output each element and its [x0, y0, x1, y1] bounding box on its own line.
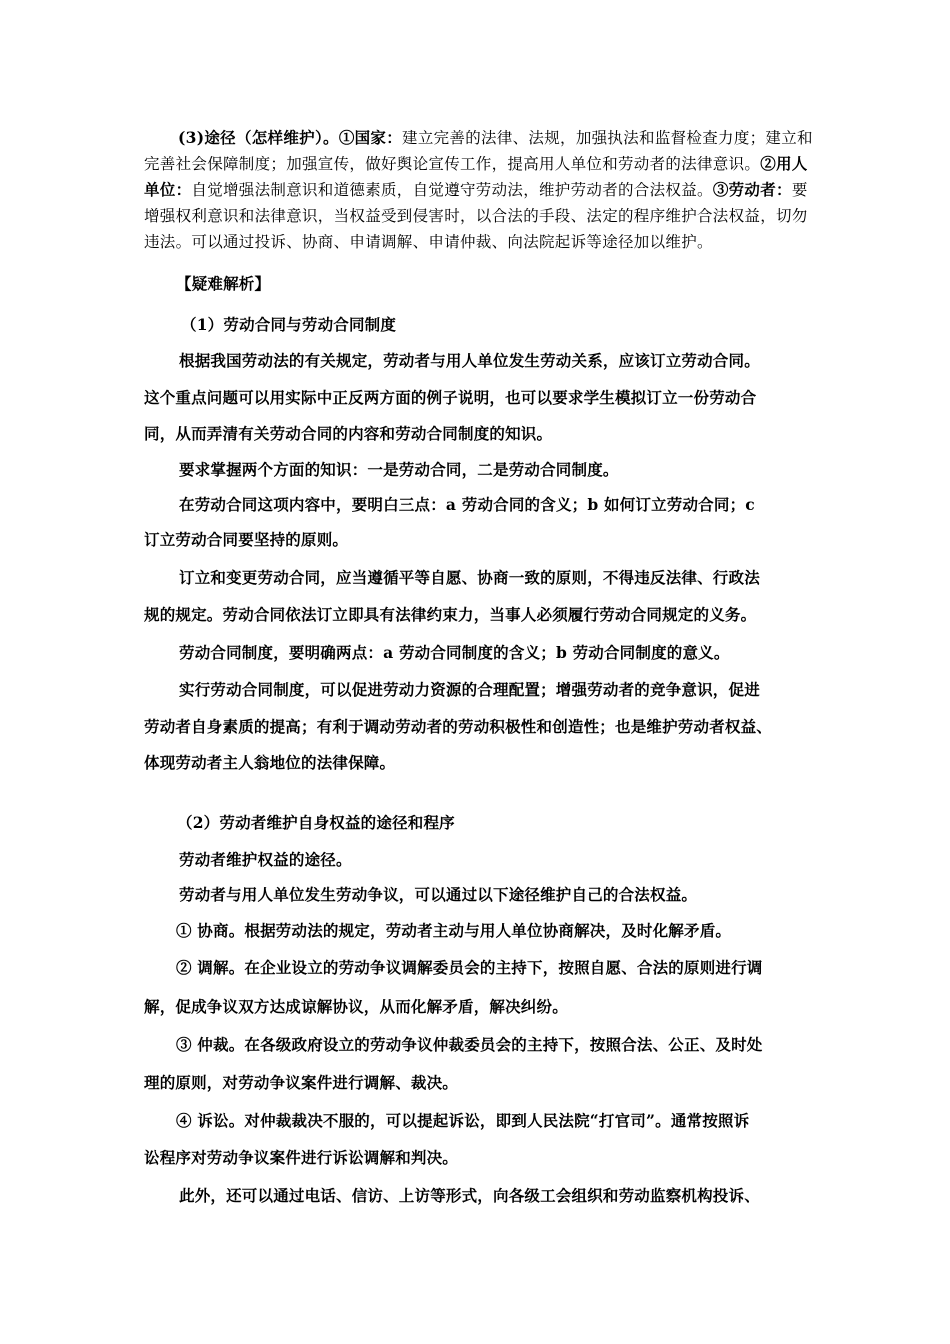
employer-label: ②用人单位： [144, 154, 808, 199]
state-text: 建立完善的法律、法规，加强执法和监督检查力度；建立和完善社会保障制度；加强宣传，做好舆论宣传工作，提高用人单位和劳动者的法律意识。 [144, 129, 813, 173]
worker-label: ③劳动者： [712, 180, 792, 199]
paragraph-line: 此外，还可以通过电话、信访、上访等形式，向各级工会组织和劳动监察机构投诉、 [179, 1186, 760, 1205]
paragraph-line: 同，从而弄清有关劳动合同的内容和劳动合同制度的知识。 [144, 424, 553, 443]
paragraph-line: 订立劳动合同要坚持的原则。 [144, 530, 349, 549]
section-3-paragraph [144, 125, 816, 255]
paragraph-line: 讼程序对劳动争议案件进行诉讼调解和判决。 [144, 1148, 459, 1167]
list-item-mediation: ② 调解。在企业设立的劳动争议调解委员会的主持下，按照自愿、合法的原则进行调 [176, 958, 763, 977]
list-item-negotiation: ① 协商。根据劳动法的规定，劳动者主动与用人单位协商解决，及时化解矛盾。 [176, 921, 732, 940]
paragraph-line: 订立和变更劳动合同，应当遵循平等自愿、协商一致的原则，不得违反法律、行政法 [179, 568, 760, 587]
paragraph-line: 规的规定。劳动合同依法订立即具有法律约束力，当事人必须履行劳动合同规定的义务。 [144, 605, 757, 624]
worker-text: 要增强权利意识和法律意识，当权益受到侵害时，以合法的手段、法定的程序维护合法权益，切勿违法。可以通过投诉、协商、申请调解、申请仲裁、向法院起诉等途径加以维护。 [144, 181, 808, 251]
paragraph-line: 劳动者维护权益的途径。 [179, 850, 352, 869]
paragraph-line: 在劳动合同这项内容中，要明白三点：a 劳动合同的含义；b 如何订立劳动合同；c [179, 495, 755, 514]
paragraph-line: 根据我国劳动法的有关规定，劳动者与用人单位发生劳动关系，应该订立劳动合同。 [179, 351, 760, 370]
paragraph-line: 劳动者与用人单位发生劳动争议，可以通过以下途径维护自己的合法权益。 [179, 885, 698, 904]
section-3-label: (3)途径（怎样维护）。 [178, 128, 339, 147]
paragraph-line: 解，促成争议双方达成谅解协议，从而化解矛盾，解决纠纷。 [144, 997, 568, 1016]
list-item-litigation: ④ 诉讼。对仲裁裁决不服的，可以提起诉讼，即到人民法院“打官司”。通常按照诉 [176, 1111, 750, 1130]
paragraph-line: 体现劳动者主人翁地位的法律保障。 [144, 753, 396, 772]
paragraph-line: 劳动合同制度，要明确两点：a 劳动合同制度的含义；b 劳动合同制度的意义。 [179, 643, 730, 662]
list-item-arbitration: ③ 仲裁。在各级政府设立的劳动争议仲裁委员会的主持下，按照合法、公正、及时处 [176, 1035, 763, 1054]
paragraph-line: 要求掌握两个方面的知识：一是劳动合同，二是劳动合同制度。 [179, 460, 619, 479]
subheading-rights-protection: （2）劳动者维护自身权益的途径和程序 [177, 813, 455, 832]
analysis-heading: 【疑难解析】 [176, 274, 271, 293]
paragraph-line: 劳动者自身素质的提高；有利于调动劳动者的劳动积极性和创造性；也是维护劳动者权益、 [144, 717, 773, 736]
subheading-labor-contract: （1）劳动合同与劳动合同制度 [181, 315, 397, 334]
state-label: ①国家： [338, 128, 403, 147]
paragraph-line: 实行劳动合同制度，可以促进劳动力资源的合理配置；增强劳动者的竞争意识，促进 [179, 680, 760, 699]
employer-text: 自觉增强法制意识和道德素质，自觉遵守劳动法，维护劳动者的合法权益。 [191, 181, 713, 199]
paragraph-line: 理的原则，对劳动争议案件进行调解、裁决。 [144, 1073, 459, 1092]
paragraph-line: 这个重点问题可以用实际中正反两方面的例子说明，也可以要求学生模拟订立一份劳动合 [144, 388, 757, 407]
